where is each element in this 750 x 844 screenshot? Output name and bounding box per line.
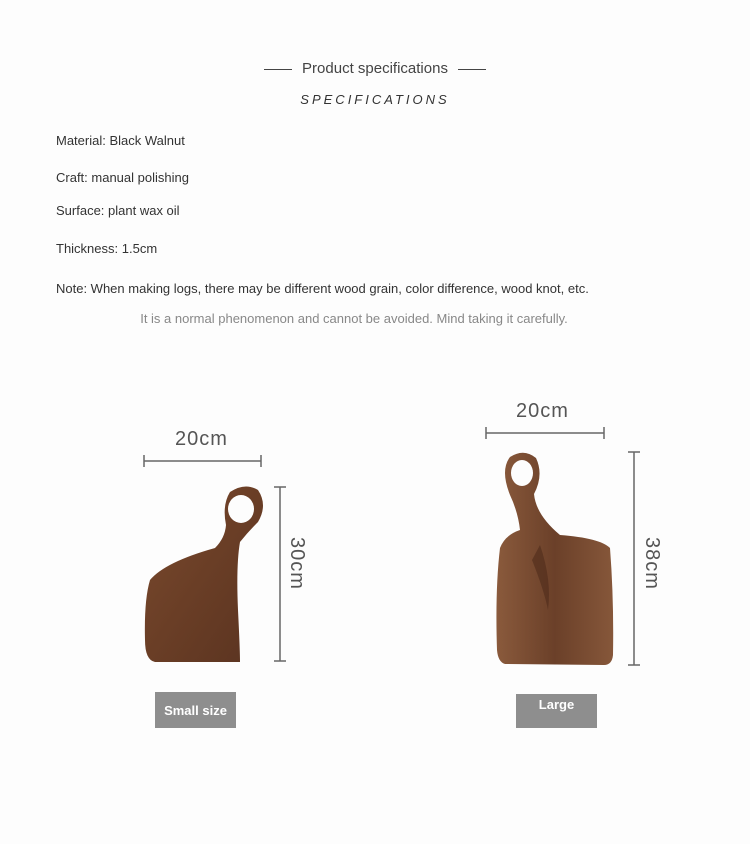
small-width-label: 20cm — [175, 428, 228, 450]
spec-surface: Surface: plant wax oil — [56, 203, 180, 218]
note-line-1: Note: When making logs, there may be different wood grain, color difference, wood knot, etc. — [56, 281, 589, 296]
large-height-label: 38cm — [640, 537, 663, 590]
small-height-label: 30cm — [285, 537, 308, 590]
large-size-button[interactable]: Large — [516, 694, 597, 728]
large-width-label: 20cm — [516, 400, 569, 422]
small-board — [145, 486, 263, 662]
spec-craft: Craft: manual polishing — [56, 170, 189, 185]
large-board — [496, 453, 613, 665]
small-size-button[interactable]: Small size — [155, 692, 236, 728]
spec-thickness: Thickness: 1.5cm — [56, 241, 158, 256]
title-text: Product specifications — [302, 60, 448, 77]
spec-material: Material: Black Walnut — [56, 133, 185, 148]
note-line-2: It is a normal phenomenon and cannot be avoided. Mind taking it carefully. — [140, 311, 568, 326]
page-subtitle: SPECIFICATIONS — [300, 92, 450, 107]
